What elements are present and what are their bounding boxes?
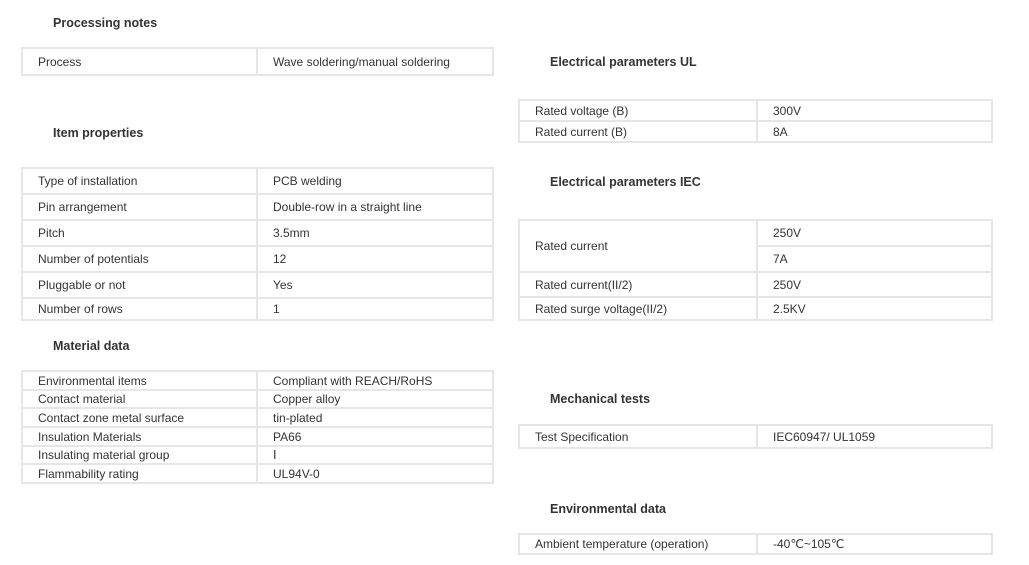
row-value: Copper alloy <box>257 390 493 408</box>
row-value: Wave soldering/manual soldering <box>257 48 493 75</box>
table-row <box>22 220 493 246</box>
row-value: 2.5KV <box>757 297 992 320</box>
table-row <box>519 121 992 142</box>
environmental-data-heading: Environmental data <box>550 502 666 516</box>
mechanical-tests-heading: Mechanical tests <box>550 392 651 406</box>
row-value: 300V <box>757 100 992 121</box>
table-row <box>22 48 493 75</box>
row-label: Number of rows <box>22 298 257 320</box>
row-label: Contact material <box>22 390 257 408</box>
processing-notes-table <box>21 47 494 76</box>
electrical-iec-table <box>518 219 993 321</box>
row-label: Environmental items <box>22 371 257 390</box>
material-data-heading: Material data <box>53 339 130 353</box>
table-row <box>22 371 493 390</box>
item-properties-table <box>21 167 494 321</box>
table-row <box>519 297 992 320</box>
row-value: Ⅰ <box>257 446 493 464</box>
row-label: Rated current <box>519 220 757 272</box>
table-row <box>22 298 493 320</box>
row-value: -40℃~105℃ <box>757 534 992 554</box>
table-row <box>519 272 992 297</box>
row-label: Ambient temperature (operation) <box>519 534 757 554</box>
table-row <box>519 534 992 554</box>
row-label: Insulating material group <box>22 446 257 464</box>
electrical-ul-heading: Electrical parameters UL <box>550 55 697 69</box>
row-label: Rated surge voltage(II/2) <box>519 297 757 320</box>
table-row <box>22 272 493 298</box>
table-row <box>22 168 493 194</box>
table-row <box>22 246 493 272</box>
table-row <box>22 427 493 446</box>
row-value: 8A <box>757 121 992 142</box>
table-row <box>519 220 992 246</box>
row-label: Number of potentials <box>22 246 257 272</box>
row-value: PA66 <box>257 427 493 446</box>
row-label: Process <box>22 48 257 75</box>
row-label: Test Specification <box>519 425 757 448</box>
table-row <box>22 464 493 483</box>
row-value: 250V <box>757 220 992 246</box>
row-label: Contact zone metal surface <box>22 408 257 427</box>
row-value: UL94V-0 <box>257 464 493 483</box>
row-label: Flammability rating <box>22 464 257 483</box>
table-row <box>22 446 493 464</box>
mechanical-tests-table <box>518 424 993 449</box>
row-value: Compliant with REACH/RoHS <box>257 371 493 390</box>
row-value: 7A <box>757 246 992 272</box>
electrical-ul-table <box>518 99 993 143</box>
row-value: 12 <box>257 246 493 272</box>
material-data-table <box>21 370 494 484</box>
row-value: 3.5mm <box>257 220 493 246</box>
row-value: Yes <box>257 272 493 298</box>
item-properties-heading: Item properties <box>53 126 144 140</box>
processing-notes-heading: Processing notes <box>53 16 158 30</box>
row-label: Type of installation <box>22 168 257 194</box>
table-row <box>519 425 992 448</box>
row-label: Rated voltage (B) <box>519 100 757 121</box>
table-row <box>22 408 493 427</box>
row-label: Pin arrangement <box>22 194 257 220</box>
row-label: Pitch <box>22 220 257 246</box>
row-label: Rated current(II/2) <box>519 272 757 297</box>
row-label: Rated current (B) <box>519 121 757 142</box>
table-row <box>519 100 992 121</box>
row-value: Double-row in a straight line <box>257 194 493 220</box>
row-label: Insulation Materials <box>22 427 257 446</box>
row-value: PCB welding <box>257 168 493 194</box>
environmental-data-table <box>518 533 993 555</box>
row-value: 1 <box>257 298 493 320</box>
row-value: tin-plated <box>257 408 493 427</box>
row-label: Pluggable or not <box>22 272 257 298</box>
table-row <box>22 390 493 408</box>
table-row <box>22 194 493 220</box>
electrical-iec-heading: Electrical parameters IEC <box>550 175 701 189</box>
row-value: IEC60947/ UL1059 <box>757 425 992 448</box>
row-value: 250V <box>757 272 992 297</box>
